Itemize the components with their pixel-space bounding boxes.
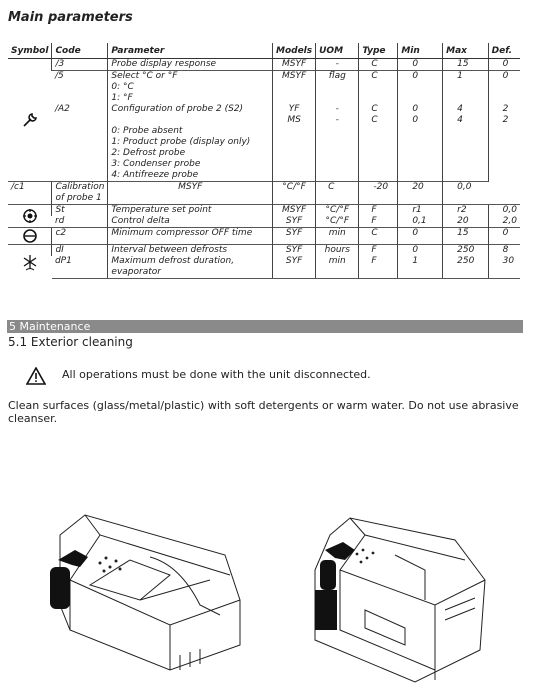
cell-max-line: r2 <box>457 205 467 215</box>
cell-type-line: F <box>371 216 377 226</box>
header-code: Code <box>52 43 108 59</box>
cell-type-line: C <box>371 59 378 69</box>
header-parameter: Parameter <box>108 43 273 59</box>
table-header-row <box>8 43 520 59</box>
cell-min <box>398 59 443 71</box>
cell-parameter-line: Select °C or °F <box>111 71 178 81</box>
cell-parameter-line: Calibration of probe 1 <box>55 182 105 203</box>
cell-max <box>443 59 489 71</box>
cell-parameter <box>108 205 273 217</box>
cell-min <box>398 256 443 279</box>
cell-min-line: r1 <box>412 205 422 215</box>
cell-parameter-line: 1: Product probe (display only) <box>111 137 251 147</box>
cell-parameter-line: Temperature set point <box>111 205 212 215</box>
wrench-icon <box>8 59 52 182</box>
cell-code: /5 <box>52 71 108 105</box>
cell-code: rd <box>54 216 65 226</box>
cell-code: dP1 <box>52 256 108 279</box>
cell-parameter-line: 0: Probe absent <box>111 126 183 136</box>
cell-models-line: YF <box>288 104 300 114</box>
cell-def <box>443 182 489 205</box>
cell-parameter-line: 2: Defrost probe <box>111 148 186 158</box>
cell-min-line: 0 <box>412 228 419 238</box>
cell-uom <box>316 205 359 217</box>
cell-parameter <box>108 245 273 257</box>
cell-max-line: 1 <box>457 71 463 81</box>
cell-def-line: 8 <box>502 245 509 255</box>
compressor-icon <box>8 228 52 245</box>
cell-uom-line: - <box>335 115 339 125</box>
cell-type-line: C <box>371 71 378 81</box>
table-row <box>8 59 520 71</box>
cell-max <box>443 256 489 279</box>
cell-min <box>359 182 398 205</box>
cell-max <box>443 71 489 105</box>
parameters-table <box>8 43 520 279</box>
cell-def <box>488 71 520 105</box>
cell-parameter-line: Configuration of probe 2 (S2) <box>111 104 244 114</box>
table-row <box>8 71 520 105</box>
cell-min <box>398 104 443 182</box>
cell-def-line: 0 <box>502 59 509 69</box>
cell-parameter <box>108 256 273 279</box>
cell-code: /c1 <box>8 182 52 205</box>
cell-type <box>359 71 398 105</box>
cell-parameter-line: Interval between defrosts <box>111 245 228 255</box>
cell-min <box>398 228 443 245</box>
page-title: Main parameters <box>8 10 133 25</box>
cell-models-line: MSYF <box>281 59 307 69</box>
cell-max <box>443 104 489 182</box>
cell-code: /3 <box>52 59 108 71</box>
cell-uom <box>316 228 359 245</box>
cell-models <box>272 256 315 279</box>
cleaning-instructions: Clean surfaces (glass/metal/plastic) with soft detergents or warm water. Do not use abrasive cleanser. <box>8 399 519 425</box>
header-def: Def. <box>488 43 520 59</box>
cell-parameter-line <box>111 115 269 126</box>
cell-uom-line: °C/°F <box>325 205 350 215</box>
cell-max-line: 15 <box>457 59 469 69</box>
table-row <box>8 205 520 217</box>
cell-models-line: SYF <box>285 228 303 238</box>
cell-parameter <box>108 104 273 182</box>
thermometer-icon <box>8 205 52 228</box>
cell-max <box>443 205 489 217</box>
cell-type <box>359 104 398 182</box>
cell-min-line: 0,1 <box>412 216 427 226</box>
cell-code: c2 <box>52 228 108 245</box>
table-row <box>8 216 520 228</box>
cell-max <box>443 245 489 257</box>
cell-min-line: 0 <box>412 245 419 255</box>
cell-max-line: 20 <box>457 216 469 226</box>
cell-models <box>272 59 315 71</box>
cell-min-line: -20 <box>373 182 389 192</box>
table-row <box>8 256 520 279</box>
cell-def <box>488 59 520 71</box>
cell-models <box>272 216 315 228</box>
cell-type-line: F <box>371 205 377 215</box>
cell-uom-line: min <box>328 256 346 266</box>
cell-max <box>398 182 443 205</box>
display-case-cleaning-illustration-1 <box>30 505 250 680</box>
cell-code: dI <box>52 245 108 257</box>
cell-type <box>359 256 398 279</box>
cell-parameter <box>108 71 273 105</box>
cell-uom-line: °C/°F <box>282 182 306 192</box>
table-row <box>8 245 520 257</box>
cell-parameter-line: 4: Antifreeze probe <box>111 170 199 180</box>
cell-models <box>272 245 315 257</box>
cell-def-line: 2,0 <box>502 216 517 226</box>
cell-parameter-line: Maximum defrost duration, evaporator <box>111 256 235 277</box>
cell-parameter-line: 3: Condenser probe <box>111 159 201 169</box>
cell-type-line: C <box>371 104 378 114</box>
cell-def-line: 0,0 <box>457 182 472 192</box>
cell-models-line: MS <box>287 115 301 125</box>
section-heading: 5 Maintenance <box>7 320 523 333</box>
cell-def <box>488 245 520 257</box>
cell-min <box>398 245 443 257</box>
header-type: Type <box>359 43 398 59</box>
cell-uom-line: - <box>335 104 339 114</box>
cell-uom <box>316 256 359 279</box>
cell-parameter <box>108 59 273 71</box>
cell-parameter <box>52 182 108 205</box>
warning-triangle-icon <box>26 367 46 385</box>
cell-def <box>488 256 520 279</box>
cell-models <box>108 182 273 205</box>
table-row <box>8 104 520 182</box>
cell-parameter <box>108 228 273 245</box>
cell-models-line: MSYF <box>281 205 307 215</box>
cell-uom-line: hours <box>324 245 350 255</box>
cell-def <box>488 205 520 217</box>
cell-min-line: 0 <box>412 115 419 125</box>
cell-def-line: 0 <box>502 71 509 81</box>
cell-min-line: 0 <box>412 59 419 69</box>
cell-models <box>272 228 315 245</box>
cell-def <box>488 216 520 228</box>
cell-code: St <box>52 205 108 217</box>
cell-max-line: 4 <box>457 115 463 125</box>
cell-uom <box>316 245 359 257</box>
cell-min-line: 1 <box>412 256 419 266</box>
cell-models-line: SYF <box>285 245 303 255</box>
cell-min <box>398 205 443 217</box>
cell-uom-line: flag <box>328 71 346 81</box>
cell-parameter-line: 1: °F <box>111 93 133 103</box>
cell-type <box>359 59 398 71</box>
cell-def-line: 2 <box>502 104 509 114</box>
cell-type <box>359 216 398 228</box>
cell-type <box>359 245 398 257</box>
cell-models-line: MSYF <box>178 182 203 192</box>
cell-parameter <box>108 216 273 228</box>
cell-uom <box>316 216 359 228</box>
cell-parameter-line: Control delta <box>111 216 170 226</box>
header-symbol: Symbol <box>8 43 52 59</box>
cell-models-line: SYF <box>285 256 303 266</box>
cell-type-line: C <box>371 228 378 238</box>
header-uom: UOM <box>316 43 359 59</box>
cell-uom <box>272 182 315 205</box>
warning-text: All operations must be done with the unit disconnected. <box>62 368 371 381</box>
cell-min <box>398 216 443 228</box>
header-models: Models <box>272 43 315 59</box>
cell-max-line: 15 <box>457 228 469 238</box>
table-row <box>8 228 520 245</box>
cell-type-line: F <box>371 245 377 255</box>
cell-type <box>316 182 359 205</box>
table-row <box>8 182 520 205</box>
cell-models-line: SYF <box>285 216 303 226</box>
cell-models <box>272 71 315 105</box>
cell-uom-line: - <box>335 59 339 69</box>
cell-max <box>443 216 489 228</box>
cell-uom <box>316 71 359 105</box>
cell-type <box>359 228 398 245</box>
cell-def-line: 0,0 <box>502 205 517 215</box>
cell-models <box>272 205 315 217</box>
cell-uom-line: min <box>328 228 346 238</box>
cell-min-line: 0 <box>412 71 419 81</box>
cell-type-line: F <box>371 256 377 266</box>
cell-code: /A2 <box>54 104 70 114</box>
cell-parameter-line: Minimum compressor OFF time <box>111 228 253 238</box>
cell-max-line: 250 <box>457 256 475 266</box>
header-min: Min <box>398 43 443 59</box>
cell-max-line: 20 <box>412 182 424 192</box>
cell-type <box>359 205 398 217</box>
cell-def-line: 2 <box>502 115 509 125</box>
cell-type-line: C <box>371 115 378 125</box>
cell-def-line: 30 <box>502 256 515 266</box>
cell-def <box>488 228 520 245</box>
cell-def-line: 0 <box>502 228 509 238</box>
cell-max <box>443 228 489 245</box>
defrost-icon <box>8 245 52 279</box>
cell-parameter-line: Probe display response <box>111 59 217 69</box>
cell-min <box>398 71 443 105</box>
cell-uom <box>316 104 359 182</box>
cell-max-line: 250 <box>457 245 475 255</box>
cell-max-line: 4 <box>457 104 463 114</box>
display-case-cleaning-illustration-2 <box>295 510 500 690</box>
cell-models <box>272 104 315 182</box>
subsection-heading: 5.1 Exterior cleaning <box>8 335 133 349</box>
cell-parameter-line: 0: °C <box>111 82 134 92</box>
cell-uom-line: °C/°F <box>325 216 350 226</box>
cell-def <box>488 104 520 182</box>
header-max: Max <box>443 43 489 59</box>
cell-models-line: MSYF <box>281 71 307 81</box>
cell-type-line: C <box>328 182 335 192</box>
cell-min-line: 0 <box>412 104 419 114</box>
cell-uom <box>316 59 359 71</box>
